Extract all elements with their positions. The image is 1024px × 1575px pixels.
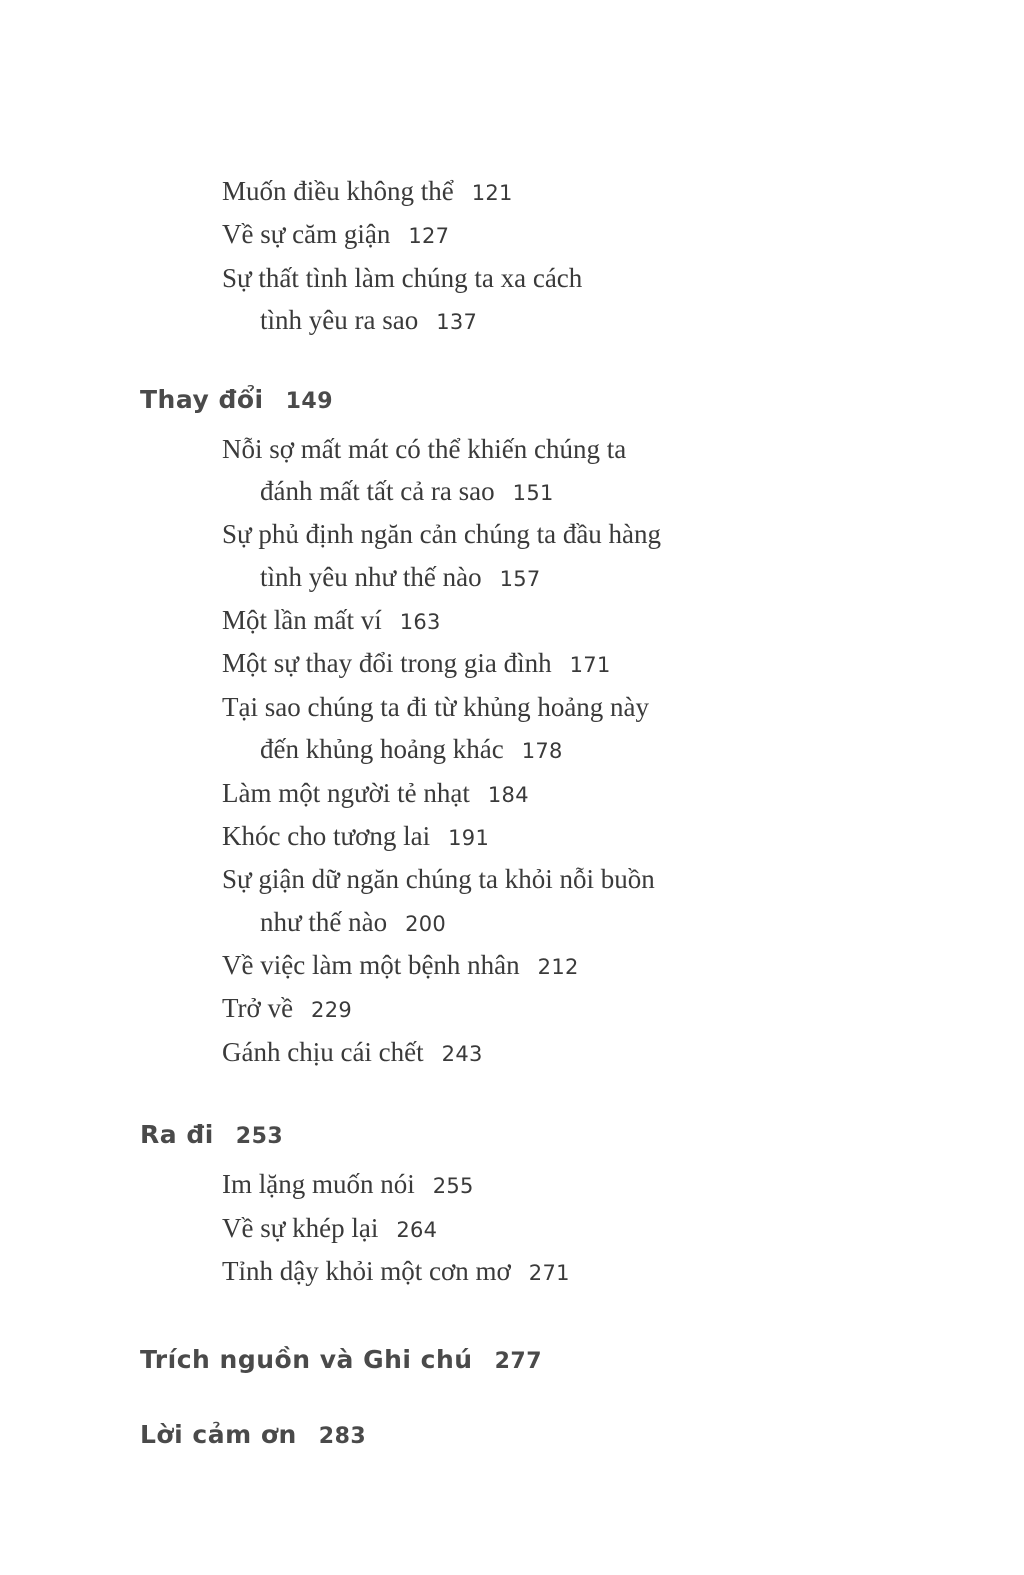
toc-entry-page: 178 <box>521 739 563 764</box>
toc-entry-title: Gánh chịu cái chết <box>222 1036 424 1067</box>
toc-entry-title: Sự phủ định ngăn cản chúng ta đầu hàng <box>222 519 662 550</box>
toc-entry[interactable] <box>222 1207 904 1249</box>
toc-entry-title-line2: đánh mất tất cả ra sao 151 <box>260 475 554 506</box>
toc-entry-title: Nỗi sợ mất mát có thể khiến chúng ta <box>222 433 627 464</box>
toc-entry-page: 191 <box>448 825 490 850</box>
toc-entry[interactable] <box>222 513 904 598</box>
spacer <box>140 1074 904 1120</box>
toc-section-heading[interactable] <box>140 1420 904 1449</box>
toc-entry-title: Sự giận dữ ngăn chúng ta khỏi nỗi buồn <box>222 864 655 895</box>
toc-entry-page: 171 <box>569 653 611 678</box>
toc-section-page: 253 <box>235 1124 284 1150</box>
toc-entry-page: 243 <box>441 1041 483 1066</box>
toc-entry[interactable] <box>222 642 904 684</box>
toc-entry-page: 127 <box>408 224 450 249</box>
toc-entry[interactable] <box>222 815 904 857</box>
toc-entry-page: 264 <box>396 1217 438 1242</box>
toc-entry-title: Tại sao chúng ta đi từ khủng hoảng này <box>222 691 650 722</box>
toc-entry-page: 229 <box>311 998 353 1023</box>
toc-entry[interactable] <box>222 428 904 513</box>
toc-entry-page: 200 <box>405 911 447 936</box>
toc-entry-title-line2: đến khủng hoảng khác 178 <box>260 734 563 765</box>
toc-entry[interactable] <box>222 599 904 641</box>
toc-entry-title: Một lần mất ví <box>222 605 382 635</box>
spacer <box>140 343 904 385</box>
toc-entry-title-line2: như thế nào 200 <box>260 906 447 937</box>
toc-entry-title: Về việc làm một bệnh nhân <box>222 950 520 980</box>
toc-entry-title: Một sự thay đổi trong gia đình <box>222 648 552 679</box>
toc-entry-page: 212 <box>537 955 579 979</box>
toc-entry-page: 184 <box>487 782 529 807</box>
toc-entry-page: 121 <box>471 181 513 205</box>
toc-entry[interactable] <box>222 170 904 212</box>
toc-entry[interactable] <box>222 858 904 943</box>
toc-section <box>140 385 904 1074</box>
toc-section-page: 283 <box>318 1424 367 1450</box>
toc-back-matter <box>140 1345 904 1449</box>
toc-entry-title: Trở về <box>222 993 294 1024</box>
toc-entry[interactable] <box>222 1163 904 1205</box>
toc-entry[interactable] <box>222 772 904 814</box>
toc-section-title: Lời cảm ơn <box>140 1420 297 1450</box>
toc-entry-title: Muốn điều không thể <box>222 176 454 206</box>
toc-entry-title: Im lặng muốn nói <box>222 1169 415 1200</box>
toc-section <box>140 1120 904 1292</box>
toc-entry-page: 271 <box>528 1260 570 1285</box>
toc-section-page: 277 <box>494 1349 543 1375</box>
toc-entry[interactable] <box>222 1250 904 1292</box>
table-of-contents <box>140 170 904 1449</box>
toc-section-title: Thay đổi <box>140 384 264 414</box>
toc-entry-title: Sự thất tình làm chúng ta xa cách <box>222 262 583 293</box>
toc-entry-title: Làm một người tẻ nhạt <box>222 777 470 808</box>
toc-entry-page: 255 <box>432 1174 474 1199</box>
toc-section-page: 149 <box>285 388 334 414</box>
toc-section-title: Ra đi <box>140 1120 214 1150</box>
toc-entry-title: Về sự khép lại <box>222 1212 379 1243</box>
toc-section-heading[interactable] <box>140 1345 904 1374</box>
toc-entry-title: Về sự căm giận <box>222 219 391 250</box>
toc-entry-title-line2: tình yêu như thế nào 157 <box>260 561 541 592</box>
toc-entry[interactable] <box>222 987 904 1029</box>
toc-entry[interactable] <box>222 686 904 771</box>
toc-entry[interactable] <box>222 944 904 986</box>
toc-entry[interactable] <box>222 1031 904 1073</box>
toc-section-heading[interactable] <box>140 385 904 414</box>
leading-entries <box>140 170 904 342</box>
toc-entry-title: Tỉnh dậy khỏi một cơn mơ <box>222 1255 511 1286</box>
spacer <box>140 1293 904 1323</box>
toc-section-title: Trích nguồn và Ghi chú <box>140 1345 473 1375</box>
toc-entry-title: Khóc cho tương lai <box>222 820 431 851</box>
toc-entry-page: 157 <box>499 566 541 591</box>
toc-section-entries <box>140 1163 904 1292</box>
toc-section-heading[interactable] <box>140 1120 904 1149</box>
toc-entry-page: 151 <box>512 480 554 505</box>
toc-entry[interactable] <box>222 213 904 255</box>
toc-entry-page: 137 <box>436 310 478 335</box>
toc-entry-page: 163 <box>399 610 441 634</box>
toc-section-entries <box>140 428 904 1074</box>
toc-entry[interactable] <box>222 257 904 342</box>
toc-entry-title-line2: tình yêu ra sao 137 <box>260 305 478 336</box>
